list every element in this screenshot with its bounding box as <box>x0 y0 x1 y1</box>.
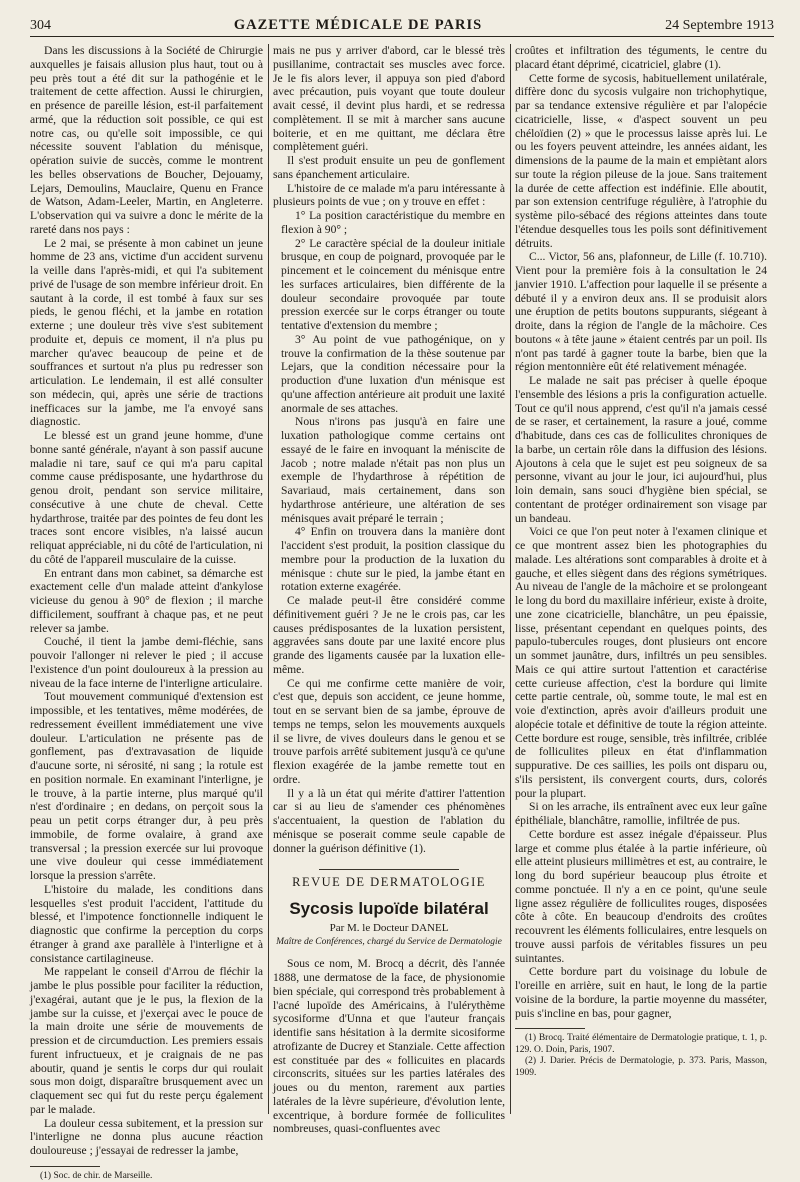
paragraph: Il s'est produit ensuite un peu de gonflement sans épanchement articulaire. <box>273 154 505 181</box>
journal-title: GAZETTE MÉDICALE DE PARIS <box>233 17 483 33</box>
paragraph: Cette bordure est assez inégale d'épaisseur. Plus large et comme plus étalée à la partie inférieure, où elle atteint plusieurs millimètres et est, au contraire, le long du bord supérieur beaucoup plus étroite et comme ponctuée. Il n'y a en ce point, qu'une seule ligne assez régulière de folliculites rouges, disposées côte à côte. En beaucoup d'endroits des croûtes recouvrent les éléments folliculaires, entre lesquels on trouve aussi parfois de véritables fissures un peu suintantes. <box>515 827 767 965</box>
column-divider-1 <box>268 44 269 1114</box>
footnote: (1) Brocq. Traité élémentaire de Dermatologie pratique, t. 1, p. 129. O. Doin, Paris, 1907. <box>515 1033 767 1055</box>
list-item: Nous n'irons pas jusqu'à en faire une luxation pathologique comme certains ont essayé de le faire en invoquant la méniscite de Jacob ; notre malade n'était pas non plus un exemple de l'hydarthrose à répétition de Savariaud, mais certainement, dans son hydarthrose antérieure, une altération de ses ménisques avait préparé le terrain ; <box>281 415 505 525</box>
article-byline: Par M. le Docteur DANEL <box>329 921 449 934</box>
observation-list <box>273 209 505 594</box>
list-item: 2° Le caractère spécial de la douleur initiale brusque, en coup de poignard, provoquée par le pincement et le coincement du ménisque entre les surfaces articulaires, bien différente de la douleur secondaire provoquée par toute pression exercée sur le corps étranger ou toute tentative d'extension du membre ; <box>281 236 505 332</box>
paragraph: La douleur cessa subitement, et la pression sur l'interligne ne donna plus aucune réaction douloureuse ; j'essayai de redresser la jambe, <box>30 1116 263 1157</box>
issue-date: 24 Septembre 1913 <box>665 18 774 33</box>
page-number: 304 <box>30 18 51 33</box>
paragraph: L'histoire du malade, les conditions dans lesquelles s'est produit l'accident, l'attitude du blessé, et l'impotence fonctionnelle indiquent le diagnostic que confirme la perception du corps étranger à grand axe parallèle à l'interligne et à consistance cartilagineuse. <box>30 882 263 965</box>
column-2 <box>273 44 505 1136</box>
paragraph: Si on les arrache, ils entraînent avec eux leur gaîne épithéliale, blanchâtre, ramollie, infiltrée de pus. <box>515 800 767 827</box>
footnote-rule <box>30 1166 100 1167</box>
paragraph: Me rappelant le conseil d'Arrou de fléchir la jambe le plus possible pour faciliter la réduction, j'exagérai, autant que je le pus, la flexion de la jambe sur la cuisse, et j'exerçai avec le pouce de la main droite une série de mouvements de pression et de circumduction. Les premiers essais furent infructueux, et je craignais de ne pas aboutir, quand je sentis le corps dur qui roulait sous mon doigt, disparaître brusquement avec un claquement sec qui fut du reste perçu également par le malade. <box>30 965 263 1116</box>
paragraph: Ce qui me confirme cette manière de voir, c'est que, depuis son accident, ce jeune homme, tout en se servant bien de sa jambe, éprouve de temps ne temps, selon les mouvements auxquels il se livre, de vives douleurs dans le genou et se trouve parfois arrêté subitement jusqu'à ce qu'une flexion exagérée de la jambe remette tout en ordre. <box>273 676 505 786</box>
paragraph: mais ne pus y arriver d'abord, car le blessé très pusillanime, contractait ses muscles avec force. Je le fis alors lever, il appuya son pied d'abord avec précaution, puis voyant que toute douleur avait cessé, il devint plus hardi, et se redressa complètement. Il se mit à marcher sans aucune boiterie, et en me quittant, me déclara être complètement guéri. <box>273 44 505 154</box>
paragraph: Cette forme de sycosis, habituellement unilatérale, diffère donc du sycosis vulgaire non trichophytique, par sa tendance extensive régulière et par l'alopécie cicatricielle, lisse, « d'aspect souvent un peu chéloïdien (2) » que le processus laisse après lui. Le ou les foyers peuvent atteindre, les années aidant, les dimensions de la paume de la main et empiètant alors sur toute la région pileuse de la joue. Sans traitement la durée de cette affection est indéfinie. Elle aboutit, par son extension centrifuge régulière, à l'atrophie du système pilo-sébacé des régions atteintes dans toute l'étendue desquelles tous les poils sont définitivement détruits. <box>515 71 767 250</box>
article-title: Sycosis lupoïde bilatéral <box>289 899 489 918</box>
paragraph: Tout mouvement communiqué d'extension est impossible, et les tentatives, même modérées, de redressement éveillent immédiatement une vive douleur. L'articulation ne présente pas de gonflement, pas d'extravasation de liquide d'aucune sorte, ni sérosité, ni sang ; la rotule est en position normale. En examinant l'interligne, je le trouve, à la partie interne, plus marqué qu'il n'est d'ordinaire ; en dedans, on perçoit sous la peau un petit corps étranger dur, à peu près immobile, de forme ovalaire, à grand axe transversal ; la pression exercée sur lui provoque une vive douleur qui cesse immédiatement lorsque la pression s'arrête. <box>30 690 263 882</box>
list-item: 1° La position caractéristique du membre en flexion à 90° ; <box>281 209 505 236</box>
paragraph: Dans les discussions à la Société de Chirurgie auxquelles je faisais allusion plus haut, tout ou à peu près tout a été dit sur la pathogénie et le traitement de cette affection. Aussi le chirurgien, en présence de pareille lésion, est-il parfaitement armé, que la réduction soit possible, ce qui est notre cas, ou qu'elle soit impossible, ce qui nécessite souvent l'ablation du ménisque, opération suivie de succès, comme le montrent les belles observations de Boucher, Dejouamy, Lejars, Demoulins, Mauclaire, Quenu en France de Watson, Adam-Leeler, Martin, en Angleterre. L'observation qui va suivre a donc le mérite de la rareté dans nos pays : <box>30 44 263 236</box>
paragraph: Le 2 mai, se présente à mon cabinet un jeune homme de 23 ans, victime d'un accident survenu la veille dans l'après-midi, et qui l'a subitement privé de l'usage de son membre inférieur droit. En sautant à la corde, il est tombé à faux sur ses pieds, le genou fléchi, et la jambe en rotation externe ; une douleur très vive s'est subitement produite et, depuis ce moment, il n'a plus pu marcher qu'avec beaucoup de peine et de souffrances et surtout n'a plus pu redresser son articulation. Le lendemain, il est allé consulter son médecin, qui, après une série de tractions inefficaces sur la jambe, me l'a envoyé sans diagnostic. <box>30 236 263 429</box>
paragraph: Il y a là un état qui mérite d'attirer l'attention car si au lieu de s'amender ces phénomènes s'accentuaient, la question de l'ablation du ménisque se poserait comme seule capable de donner la guérison définitive (1). <box>273 786 505 855</box>
section-divider <box>319 869 458 870</box>
paragraph: Le malade ne sait pas préciser à quelle époque l'ensemble des lésions a pris la configuration actuelle. Tout ce qu'il nous apprend, c'est qu'il n'a jamais cessé de se raser, et certainement, la rasure a joué, comme d'habitude, dans ces cas de folliculites chroniques de la barbe, un certain rôle dans la diffusion des lésions. Ajoutons à cela que le sujet est peu soigneux de sa personne, vivant au jour le jour, ici aujourd'hui, plus loin demain, sans souci d'hygiène bien spécial, se contentant de protéger ordinairement son visage par un bandeau. <box>515 374 767 525</box>
paragraph: L'histoire de ce malade m'a paru intéressante à plusieurs points de vue ; on y trouve en effet : <box>273 181 505 209</box>
paragraph: Voici ce que l'on peut noter à l'examen clinique et ce que montrent assez bien les photographies du malade. Les altérations sont comparables à droite et à gauche, et elles siègent dans des régions symétriques. Au niveau de l'angle de la mâchoire et se prolongeant le long du bord du maxillaire inférieur, existe à droite, une zone cicatricielle, blanchâtre, un peu épaissie, lisse, présentant cependant en quelques points, des papulo-tubercules rouges, dont plusieurs ont encore un sommet jaunâtre, durs, infiltrés un peu sensibles. Mais ce qui attire surtout l'attention et caractérise cette curieuse affection, c'est la bordure qui limite cette partie centrale, où, somme toute, le mal est en voie d'extinction, après avoir d'ailleurs produit une alopécie totale et définitive de toute la région atteinte. Cette bordure est rouge, sensible, très infiltrée, criblée de folliculites pileux en état d'inflammation suppurative. De ces saillies, les poils ont disparu ou, s'ils persistent, ils convergent courts, durs, colorés pour la plupart. <box>515 525 767 800</box>
paragraph: En entrant dans mon cabinet, sa démarche est exactement celle d'un malade atteint d'ankylose vicieuse du genou à 90° de flexion ; il marche difficilement, souffrant à chaque pas, et ne peut relever sa jambe. <box>30 566 263 635</box>
list-item: 4° Enfin on trouvera dans la manière dont l'accident s'est produit, la position classique du membre pour la production de la luxation du ménisque : chute sur le pied, la jambe étant en rotation externe exagérée. <box>281 525 505 594</box>
paragraph: Ce malade peut-il être considéré comme définitivement guéri ? Je ne le crois pas, car les causes prédisposantes de la luxation persistent, aggravées sans doute par une laxité encore plus grande des ligaments causée par la luxation elle-même. <box>273 594 505 676</box>
column-divider-2 <box>510 44 511 1114</box>
page-header <box>30 14 774 37</box>
paragraph: Sous ce nom, M. Brocq a décrit, dès l'année 1888, une dermatose de la face, de physionomie bien spéciale, qui correspond très probablement à l'acné lupoïde des Américains, à l'ulérythème sycosiforme d'Unna et que l'auteur français identifie sans hésitation à la dermite sicosiforme atrofizante de Ducrey et Stanziale. Cette affection est constituée par des « follicuites en placards circonscrits, situées sur les parties latérales des joues ou du menton, rarement aux parties latérales de la lèvre supérieure, d'évolution lente, excentrique, à bordure formée de folliculites nombreuses, quasi-confluentes avec <box>273 957 505 1136</box>
section-heading: REVUE DE DERMATOLOGIE <box>292 875 486 890</box>
paragraph: Cette bordure part du voisinage du lobule de l'oreille en arrière, suit en haut, le long de la partie voisine de la bordure, la partie moyenne du masséter, puis s'incline en bas, pour gagner, <box>515 965 767 1020</box>
paragraph: croûtes et infiltration des téguments, le centre du placard étant déprimé, cicatriciel, glabre (1). <box>515 44 767 71</box>
column-3 <box>515 44 767 1122</box>
author-affiliation: Maître de Conférences, chargé du Service de Dermatologie <box>276 936 502 947</box>
paragraph: Couché, il tient la jambe demi-fléchie, sans pouvoir l'allonger ni relever le pied ; il accuse l'existence d'un point douloureux à la pression au niveau de la face interne de l'interligne articulaire. <box>30 635 263 690</box>
list-item: 3° Au point de vue pathogénique, on y trouve la confirmation de la thèse soutenue par Lejars, que la condition nécessaire pour la production d'une luxation d'un ménisque est qu'une affection antérieure ait produit une laxité anormale de ses attaches. <box>281 332 505 415</box>
paragraph: C... Victor, 56 ans, plafonneur, de Lille (f. 10.710). Vient pour la première fois à la consultation le 24 janvier 1910. L'affection pour laquelle il se présente a débuté il y a environ deux ans. Il se produisit alors une éruption de petits boutons suppurants, siégeant à droite, dans la région de l'angle de la mâchoire. Ces boutons « à tête jaune » étaient centrés par un poil. Ils n'ont pas tardé à gagner toute la barbe, bien que la région mentonnière eût été relativement ménagée. <box>515 250 767 374</box>
paragraph: Le blessé est un grand jeune homme, d'une bonne santé générale, n'ayant à son passif aucune maladie ni tare, sauf ce qui m'a paru capital comme cause prédisposante, une hydarthrose du genou droit, pendant son service militaire, consécutive à une chute de cheval. Cette hydarthrose, traitée par des pointes de feu dont les traces sont encore visibles, n'a laissé aucun reliquat appréciable, ni du côté de l'articulation, ni du côté de l'appareil musculaire de la cuisse. <box>30 429 263 566</box>
footnote: (2) J. Darier. Précis de Dermatologie, p. 373. Paris, Masson, 1909. <box>515 1056 767 1078</box>
footnote: (1) Soc. de chir. de Marseille. <box>40 1170 153 1181</box>
column-1 <box>30 44 263 1181</box>
footnote-rule <box>515 1028 585 1029</box>
